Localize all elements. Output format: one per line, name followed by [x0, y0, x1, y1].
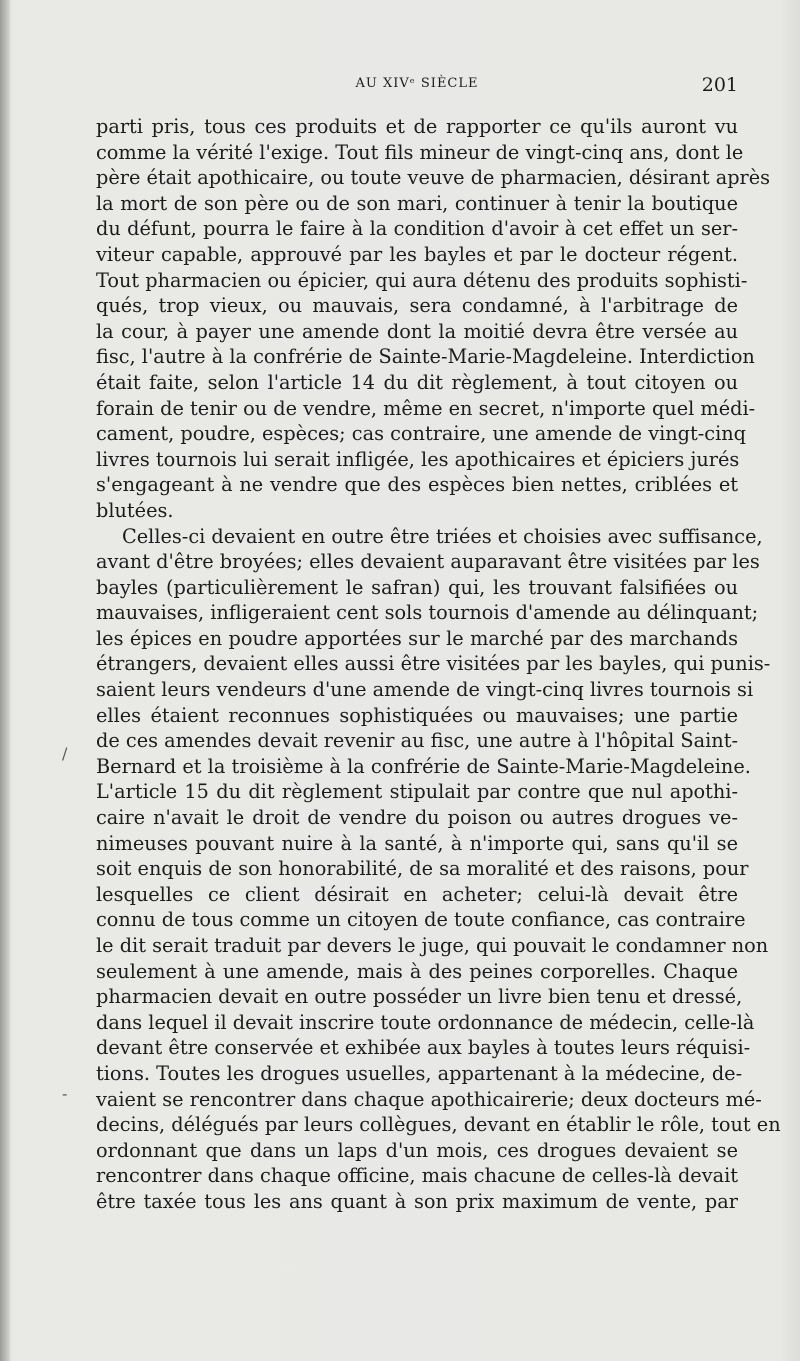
- text-line: cament, poudre, espèces; cas contraire, une amende de vingt-cinq: [96, 422, 747, 446]
- text-line: decins, délégués par leurs collègues, devant en établir le rôle, tout en: [96, 1113, 781, 1137]
- text-line: Tout pharmacien ou épicier, qui aura détenu des produits sophisti-: [96, 268, 748, 292]
- text-line: bayles (particulièrement le safran) qui, les trouvant falsifiées ou: [96, 575, 738, 599]
- running-title: AU XIVᵉ SIÈCLE: [355, 76, 479, 91]
- text-line: nimeuses pouvant nuire à la santé, à n'importe qui, sans qu'il se: [96, 831, 738, 855]
- text-line: être taxée tous les ans quant à son prix maximum de vente, par: [96, 1189, 738, 1213]
- text-line: livres tournois lui serait infligée, les apothicaires et épiciers jurés: [96, 447, 740, 471]
- text-line: pharmacien devait en outre posséder un livre bien tenu et dressé,: [96, 985, 743, 1009]
- text-line: de ces amendes devait revenir au fisc, une autre à l'hôpital Saint-: [96, 729, 738, 753]
- text-line: comme la vérité l'exige. Tout fils mineur de vingt-cinq ans, dont le: [96, 140, 744, 164]
- text-line: Bernard et la troisième à la confrérie de Sainte-Marie-Magdeleine.: [96, 754, 751, 778]
- text-line: s'engageant à ne vendre que des espèces bien nettes, criblées et: [96, 473, 738, 497]
- text-line: Celles-ci devaient en outre être triées et choisies avec suffisance,: [122, 524, 763, 548]
- binding-edge: [0, 0, 10, 1361]
- text-line: les épices en poudre apportées sur le marché par des marchands: [96, 626, 738, 650]
- text-line: tions. Toutes les drogues usuelles, appartenant à la médecine, de-: [96, 1061, 743, 1085]
- text-line: étrangers, devaient elles aussi être visitées par les bayles, qui punis-: [96, 652, 771, 676]
- text-line: devant être conservée et exhibée aux bayles à toutes leurs réquisi-: [96, 1036, 751, 1060]
- text-line: qués, trop vieux, ou mauvais, sera condamné, à l'arbitrage de: [96, 294, 738, 318]
- running-head: [96, 74, 738, 98]
- text-line: connu de tous comme un citoyen de toute confiance, cas contraire: [96, 908, 746, 932]
- text-line: caire n'avait le droit de vendre du poison ou autres drogues ve-: [96, 806, 738, 830]
- body-text: [96, 114, 781, 1215]
- margin-dash-mark: -: [62, 1084, 68, 1103]
- text-line: rencontrer dans chaque officine, mais chacune de celles-là devait: [96, 1164, 738, 1188]
- text-line: mauvaises, infligeraient cent sols tournois d'amende au délinquant;: [96, 601, 759, 625]
- text-line: père était apothicaire, ou toute veuve de pharmacien, désirant après: [96, 166, 771, 190]
- text-line: seulement à une amende, mais à des peines corporelles. Chaque: [96, 959, 738, 983]
- text-line: vaient se rencontrer dans chaque apothicairerie; deux docteurs mé-: [96, 1087, 762, 1111]
- text-line: dans lequel il devait inscrire toute ordonnance de médecin, celle-là: [96, 1010, 755, 1034]
- text-line: la mort de son père ou de son mari, continuer à tenir la boutique: [96, 191, 738, 215]
- text-line: fisc, l'autre à la confrérie de Sainte-Marie-Magdeleine. Interdiction: [96, 345, 755, 369]
- text-line: L'article 15 du dit règlement stipulait par contre que nul apothi-: [96, 780, 738, 804]
- text-line: lesquelles ce client désirait en acheter; celui-là devait être: [96, 882, 738, 906]
- text-line: la cour, à payer une amende dont la moitié devra être versée au: [96, 319, 738, 343]
- text-line: était faite, selon l'article 14 du dit règlement, à tout citoyen ou: [96, 370, 738, 394]
- text-line: blutées.: [96, 498, 174, 522]
- text-line: parti pris, tous ces produits et de rapporter ce qu'ils auront vu: [96, 115, 738, 138]
- text-line: ordonnant que dans un laps d'un mois, ces drogues devaient se: [96, 1138, 738, 1162]
- text-line: avant d'être broyées; elles devaient auparavant être visitées par les: [96, 550, 760, 574]
- text-line: viteur capable, approuvé par les bayles et par le docteur régent.: [96, 242, 738, 266]
- text-line: soit enquis de son honorabilité, de sa moralité et des raisons, pour: [96, 857, 749, 881]
- text-line: du défunt, pourra le faire à la condition d'avoir à cet effet un ser-: [96, 217, 738, 241]
- text-line: le dit serait traduit par devers le juge, qui pouvait le condamner non: [96, 934, 769, 957]
- text-line: forain de tenir ou de vendre, même en secret, n'importe quel médi-: [96, 396, 756, 420]
- page-number: 201: [701, 74, 738, 96]
- margin-pencil-mark: /: [62, 744, 68, 763]
- text-line: elles étaient reconnues sophistiquées ou mauvaises; une partie: [96, 703, 738, 727]
- text-line: saient leurs vendeurs d'une amende de vingt-cinq livres tournois si: [96, 678, 754, 702]
